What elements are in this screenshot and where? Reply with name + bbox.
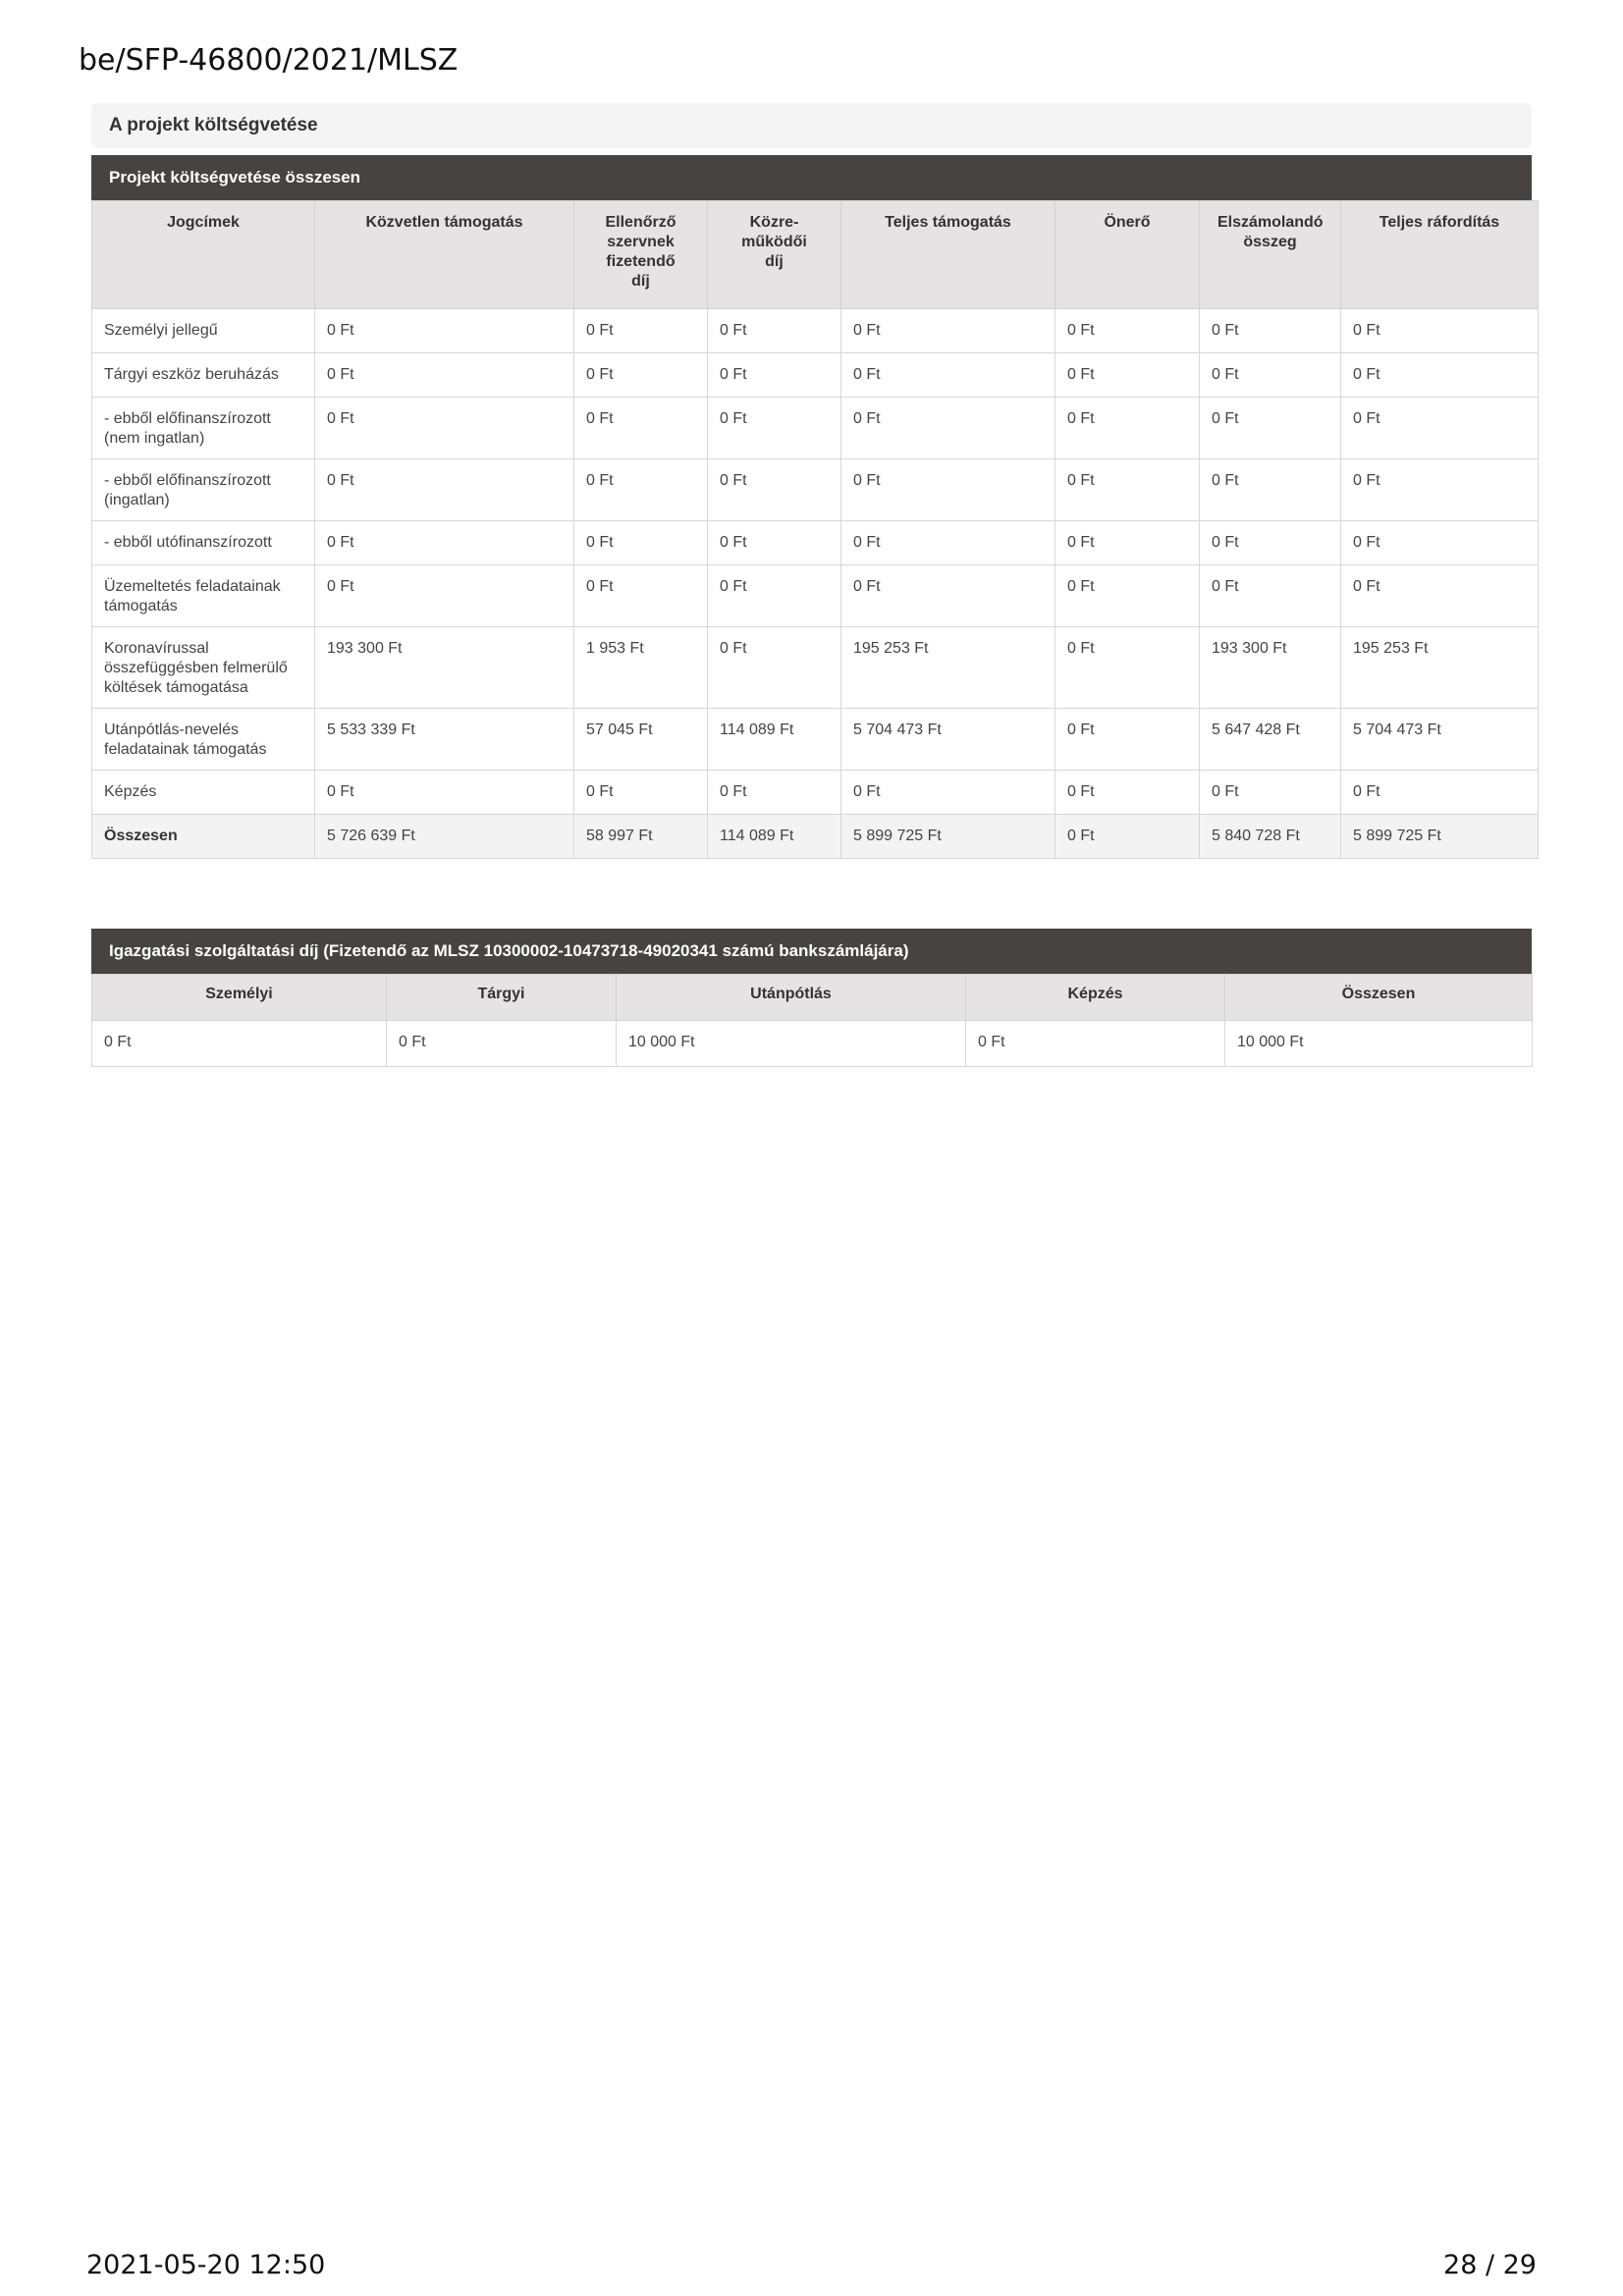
total-cell: 0 Ft bbox=[1055, 815, 1200, 859]
table-cell: 0 Ft bbox=[574, 521, 708, 565]
table-cell: 0 Ft bbox=[574, 398, 708, 459]
table-row bbox=[92, 398, 1539, 459]
table-cell: 0 Ft bbox=[574, 459, 708, 521]
table-cell: 193 300 Ft bbox=[1200, 627, 1341, 709]
table-cell: 57 045 Ft bbox=[574, 709, 708, 771]
document-id: be/SFP-46800/2021/MLSZ bbox=[79, 43, 459, 78]
table-cell: 0 Ft bbox=[315, 353, 574, 398]
table-cell: 10 000 Ft bbox=[617, 1021, 966, 1067]
table-cell: 0 Ft bbox=[841, 398, 1055, 459]
row-label: Személyi jellegű bbox=[92, 309, 315, 353]
table-cell: 0 Ft bbox=[841, 353, 1055, 398]
table-cell: 1 953 Ft bbox=[574, 627, 708, 709]
row-label: Képzés bbox=[92, 771, 315, 815]
budget-table bbox=[91, 200, 1539, 859]
table-cell: 0 Ft bbox=[1055, 459, 1200, 521]
footer-timestamp: 2021-05-20 12:50 bbox=[86, 2250, 326, 2280]
table-cell: 5 704 473 Ft bbox=[841, 709, 1055, 771]
section-title: A projekt költségvetése bbox=[91, 103, 1532, 148]
column-header: Teljes ráfordítás bbox=[1341, 201, 1539, 309]
table-cell: 0 Ft bbox=[1200, 398, 1341, 459]
table-cell: 0 Ft bbox=[1341, 565, 1539, 627]
column-header: Elszámolandó összeg bbox=[1200, 201, 1341, 309]
table-cell: 0 Ft bbox=[1055, 521, 1200, 565]
budget-block bbox=[91, 155, 1532, 859]
column-header: Utánpótlás bbox=[617, 975, 966, 1021]
table-cell: 195 253 Ft bbox=[1341, 627, 1539, 709]
table-cell: 0 Ft bbox=[1055, 709, 1200, 771]
column-header: Személyi bbox=[92, 975, 387, 1021]
table-cell: 0 Ft bbox=[1200, 353, 1341, 398]
table-cell: 5 533 339 Ft bbox=[315, 709, 574, 771]
table-row bbox=[92, 771, 1539, 815]
table-row bbox=[92, 627, 1539, 709]
row-label: - ebből utófinanszírozott bbox=[92, 521, 315, 565]
fee-block bbox=[91, 929, 1532, 1067]
column-header: Közre-működői díj bbox=[708, 201, 841, 309]
table-cell: 0 Ft bbox=[574, 565, 708, 627]
table-cell: 0 Ft bbox=[708, 398, 841, 459]
table-cell: 0 Ft bbox=[315, 398, 574, 459]
table-cell: 5 704 473 Ft bbox=[1341, 709, 1539, 771]
table-cell: 0 Ft bbox=[841, 459, 1055, 521]
total-cell: 114 089 Ft bbox=[708, 815, 841, 859]
table-cell: 0 Ft bbox=[1341, 771, 1539, 815]
table-row bbox=[92, 1021, 1533, 1067]
column-header: Tárgyi bbox=[387, 975, 617, 1021]
column-header: Ellenőrző szervnek fizetendő díj bbox=[574, 201, 708, 309]
table-cell: 0 Ft bbox=[574, 353, 708, 398]
table-cell: 0 Ft bbox=[1341, 309, 1539, 353]
table-cell: 0 Ft bbox=[1055, 771, 1200, 815]
table-cell: 0 Ft bbox=[1200, 771, 1341, 815]
table-cell: 0 Ft bbox=[1200, 521, 1341, 565]
budget-table-title: Projekt költségvetése összesen bbox=[91, 155, 1532, 200]
total-cell: 5 840 728 Ft bbox=[1200, 815, 1341, 859]
table-cell: 0 Ft bbox=[387, 1021, 617, 1067]
table-row bbox=[92, 565, 1539, 627]
table-cell: 0 Ft bbox=[1055, 309, 1200, 353]
table-cell: 0 Ft bbox=[1200, 565, 1341, 627]
total-row bbox=[92, 815, 1539, 859]
table-row bbox=[92, 459, 1539, 521]
table-cell: 0 Ft bbox=[708, 565, 841, 627]
table-cell: 195 253 Ft bbox=[841, 627, 1055, 709]
table-cell: 0 Ft bbox=[708, 521, 841, 565]
table-cell: 0 Ft bbox=[315, 565, 574, 627]
table-cell: 114 089 Ft bbox=[708, 709, 841, 771]
table-cell: 0 Ft bbox=[1055, 565, 1200, 627]
row-label: - ebből előfinanszírozott (nem ingatlan) bbox=[92, 398, 315, 459]
table-cell: 193 300 Ft bbox=[315, 627, 574, 709]
table-cell: 0 Ft bbox=[1055, 627, 1200, 709]
table-row bbox=[92, 521, 1539, 565]
page-number: 28 / 29 bbox=[1443, 2250, 1537, 2280]
fee-table-title: Igazgatási szolgáltatási díj (Fizetendő az MLSZ 10300002-10473718-49020341 számú bankszámlájára) bbox=[91, 929, 1532, 974]
total-cell: 5 726 639 Ft bbox=[315, 815, 574, 859]
total-cell: 58 997 Ft bbox=[574, 815, 708, 859]
table-cell: 0 Ft bbox=[574, 309, 708, 353]
table-cell: 0 Ft bbox=[1055, 353, 1200, 398]
total-cell: 5 899 725 Ft bbox=[841, 815, 1055, 859]
table-row bbox=[92, 353, 1539, 398]
table-row bbox=[92, 309, 1539, 353]
row-label: Üzemeltetés feladatainak támogatás bbox=[92, 565, 315, 627]
row-label: Koronavírussal összefüggésben felmerülő költések támogatása bbox=[92, 627, 315, 709]
table-row bbox=[92, 709, 1539, 771]
table-cell: 0 Ft bbox=[92, 1021, 387, 1067]
table-cell: 0 Ft bbox=[708, 459, 841, 521]
total-label: Összesen bbox=[92, 815, 315, 859]
table-cell: 0 Ft bbox=[708, 309, 841, 353]
table-cell: 0 Ft bbox=[1341, 353, 1539, 398]
table-cell: 0 Ft bbox=[841, 309, 1055, 353]
total-cell: 5 899 725 Ft bbox=[1341, 815, 1539, 859]
table-cell: 0 Ft bbox=[841, 521, 1055, 565]
column-header: Jogcímek bbox=[92, 201, 315, 309]
fee-table bbox=[91, 974, 1533, 1067]
table-cell: 0 Ft bbox=[315, 771, 574, 815]
row-label: Utánpótlás-nevelés feladatainak támogatás bbox=[92, 709, 315, 771]
table-cell: 0 Ft bbox=[1200, 459, 1341, 521]
column-header: Közvetlen támogatás bbox=[315, 201, 574, 309]
table-cell: 10 000 Ft bbox=[1225, 1021, 1533, 1067]
table-cell: 0 Ft bbox=[1341, 459, 1539, 521]
table-cell: 0 Ft bbox=[1341, 398, 1539, 459]
table-cell: 0 Ft bbox=[574, 771, 708, 815]
table-cell: 0 Ft bbox=[1341, 521, 1539, 565]
table-cell: 0 Ft bbox=[1200, 309, 1341, 353]
column-header: Önerő bbox=[1055, 201, 1200, 309]
column-header: Képzés bbox=[966, 975, 1225, 1021]
table-cell: 0 Ft bbox=[966, 1021, 1225, 1067]
table-cell: 0 Ft bbox=[841, 565, 1055, 627]
column-header: Teljes támogatás bbox=[841, 201, 1055, 309]
table-cell: 0 Ft bbox=[315, 521, 574, 565]
table-cell: 0 Ft bbox=[708, 353, 841, 398]
table-cell: 0 Ft bbox=[708, 627, 841, 709]
table-cell: 0 Ft bbox=[708, 771, 841, 815]
table-cell: 0 Ft bbox=[841, 771, 1055, 815]
table-cell: 0 Ft bbox=[315, 459, 574, 521]
table-cell: 5 647 428 Ft bbox=[1200, 709, 1341, 771]
row-label: - ebből előfinanszírozott (ingatlan) bbox=[92, 459, 315, 521]
column-header: Összesen bbox=[1225, 975, 1533, 1021]
row-label: Tárgyi eszköz beruházás bbox=[92, 353, 315, 398]
table-cell: 0 Ft bbox=[1055, 398, 1200, 459]
table-cell: 0 Ft bbox=[315, 309, 574, 353]
